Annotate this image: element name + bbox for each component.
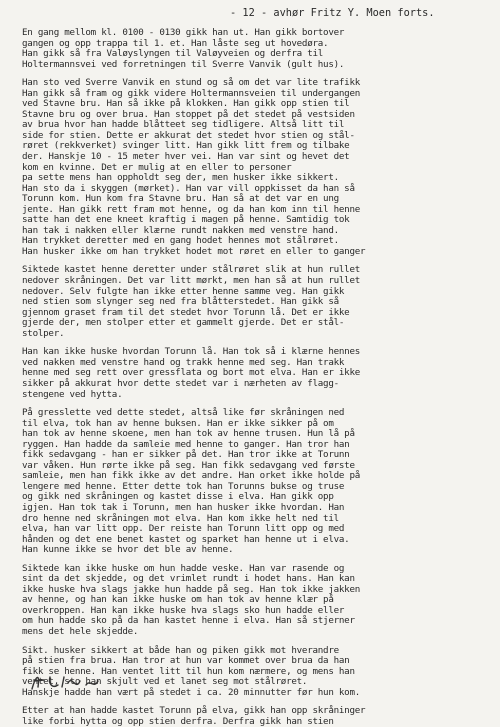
paragraph-6: Siktede kan ikke huske om hun hadde veske. Han var rasende og sint da det skjedde, og det vrimlet rundt i hodet hans. Han kan ikke huske hva slags jakke hun hadde på seg. Han tok ikke jakken av henne, og han kan ikke huske om han tok av henne klær på overkroppen. Han kan ikke huske hva slags sko hun hadde eller om hun hadde sko på da han kastet henne i elva. Han så stjerner mens det hele skjedde. (22, 562, 361, 637)
paragraph-8: Etter at han hadde kastet Torunn på elva, gikk han opp skråninger like forbi hytta og opp stien derfra. Derfra gikk han stien (22, 705, 366, 727)
paragraph-7: Sikt. husker sikkert at både han og piken gikk mot hverandre på stien fra brua. Han tror at hun var kommet over brua da han fikk se henne. Han ventet litt til hun kom nærmere, og mens han ventet, sto han skjult ved et lanet seg mot stålrøret. Hanskje hadde han vært på stedet i ca. 20 minnutter før hun kom. (22, 644, 361, 698)
paragraph-4: Han kan ikke huske hvordan Torunn lå. Han tok så i klærne hennes ved nakken med venstre hand og trakk henne med seg. Han trakk henne med seg rett over gressflata og bort mot elva. Han er ikke sikker på akkurat hvor dette stedet var i nærheten av flagg- stengene ved hytta. (22, 346, 361, 400)
paragraph-3: Siktede kastet henne deretter under stålrøret slik at hun rullet nedover skråningen. Det var litt mørkt, men han så at hun rullet nedover. Selv fulgte han ikke etter henne samme veg. Han gikk ned stien som slynger seg ned fra blåtterstedet. Han gikk så gjennom graset fram til det stedet hvor Torunn lå. Det er ikke gjerde der, men stolper etter et gammelt gjerde. Det er stål- stolper. (22, 264, 361, 339)
paragraph-2: Han sto ved Sverre Vanvik en stund og så om det var lite trafikk Han gikk så fram og gikk videre Holtermannsveien til undergangen ved Stavne bru. Han så ikke på klokken. Han gikk opp stien til Stavne bru og over brua. Han stoppet på det stedet på vestsiden av brua hvor han hadde blåtteet seg tidligere. Altså litt til side for stien. Dette er akkurat det stedet hvor stien og stål- røret (rekkverket) svinger litt. Han gikk litt frem og tilbake der. Hanskje 10 - 15 meter hver vei. Han var sint og hevet det kom en kvinne. Det er mulig at en eller to personer pa sette mens han oppholdt seg der, men husker ikke sikkert. Han sto da i skyggen (mørket). Han var vill oppkisset da han så Torunn kom. Hun kom fra Stavne bru. Han så at det var en ung jente. Han gikk rett fram mot henne, og da han kom inn til henne satte han det ene kneet kraftig i magen på henne. Samtidig tok han tak i nakken eller klærne rundt nakken med venstre hand. Han trykket deretter med en gang hodet hennes mot stålrøret. Han husker ikke om han trykket hodet mot røret en eller to ganger (22, 77, 366, 257)
paragraph-1: En gang mellom kl. 0100 - 0130 gikk han ut. Han gikk bortover gangen og opp trappa til 1. et. Han låste seg ut hovedøra. Han gikk så fra Valøyslyngen til Valøyveien og derfra til Holtermannsvei ved forretningen til Sverre Vanvik (gult hus). (22, 27, 345, 70)
handwritten-signature (28, 669, 148, 695)
paragraph-5: På gresslette ved dette stedet, altså like før skråningen ned til elva, tok han av henne buksen. Han er ikke sikker på om han tok av henne skoene, men han tok av henne trusen. Hun lå på ryggen. Han hadde da samleie med henne to ganger. Han tror han fikk sedavgang - han er sikker på det. Han tror ikke at Torunn var våken. Hun rørte ikke på seg. Han fikk sedavgang ved første samleie, men han fikk ikke av det andre. Han orket ikke holde på lengere med henne. Etter dette tok han Torunns bukse og truse og gikk ned skråningen og kastet disse i elva. Han gikk opp igjen. Han tok tak i Torunn, men han husker ikke hvordan. Han dro henne ned skråningen mot elva. Han kom ikke helt ned til elva, han var litt opp. Der reiste han Torunn litt opp og med hånden og det ene benet kastet og sparket han henne ut i elva. Han kunne ikke se hvor det ble av henne. (22, 407, 361, 556)
page-header: - 12 - avhør Fritz Y. Moen forts. (230, 7, 435, 19)
